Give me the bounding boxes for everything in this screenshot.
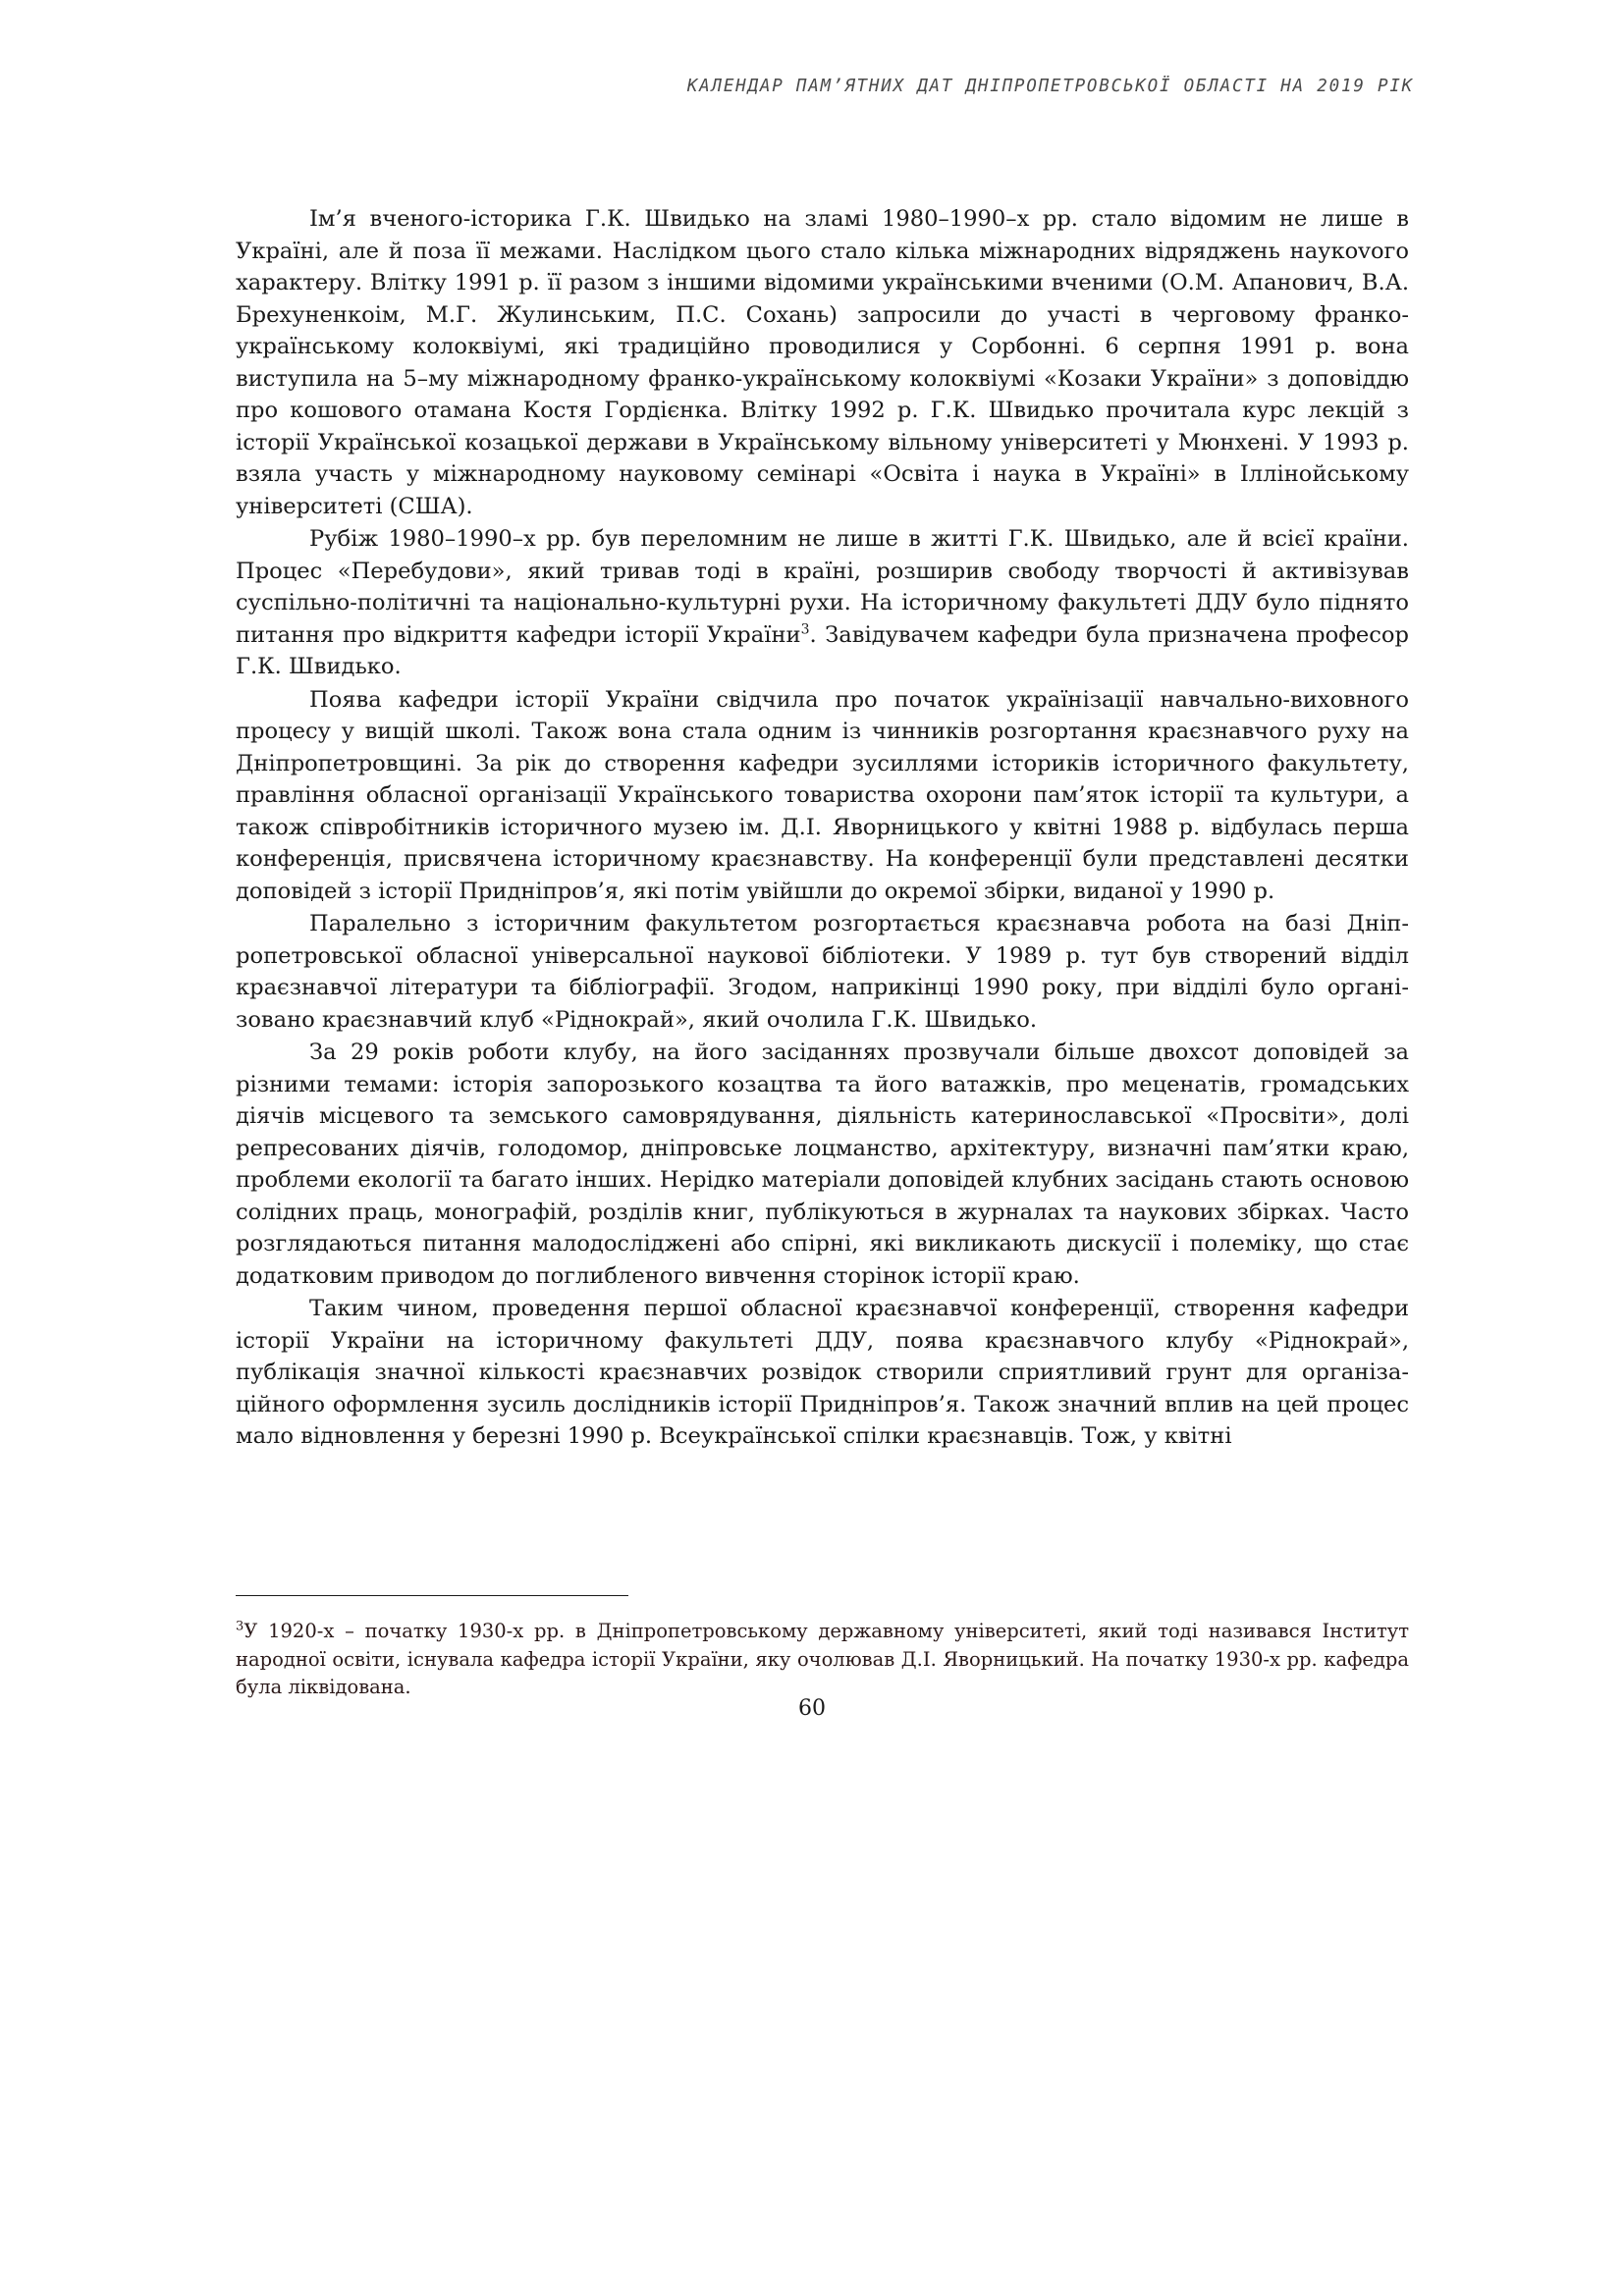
paragraph-2-text-after-ref: . Завідувачем кафедри була призначена професор Г.К. Швидько.	[236, 621, 1409, 679]
page-number: 60	[798, 1696, 826, 1721]
footnote-text: У 1920-х – початку 1930-х рр. в Дніпропетровському державному університеті, який тоді називався Інститут народної освіти, існувала кафедра історії України, яку очолював Д.І. Яворницький. На початку 1930-х рр. кафедра була ліквідована.	[236, 1620, 1409, 1698]
footnote	[236, 1618, 1409, 1702]
running-header: КАЛЕНДАР ПАМ’ЯТНИХ ДАТ ДНІПРОПЕТРОВСЬКОЇ ОБЛАСТІ НА 2019 РІК	[686, 77, 1414, 96]
paragraph-1: Ім’я вченого-історика Г.К. Швидько на зламі 1980–1990–х рр. стало відомим не лише в Україні, але й поза її межами. Наслідком цього стало кілька міжнародних відряджень наукоvого характеру. Влітку 1991 р. її разом з іншими відомими українськими вченими (О.М. Апанович, В.А. Брехуненкоім, М.Г. Жулинським, П.С. Сохань) запросили до участі в черговому франко-українському колоквіумі, які традиційно проводилися у Сорбонні. 6 серпня 1991 р. вона виступила на 5–му міжнародному франко-українському колоквіумі «Козаки України» з доповіддю про кошового отамана Костя Гордієнка. Влітку 1992 р. Г.К. Швидько прочитала курс лекцій з історії Української козацької держави в Українському вільному університеті у Мюнхені. У 1993 р. взяла участь у міжнародному науковому семінарі «Освіта і наука в Україні» в Іллінойському університеті (США).	[236, 206, 1409, 519]
footnote-marker: 3	[236, 1619, 244, 1634]
paragraph-5: За 29 років роботи клубу, на його засіданнях прозвучали більше двохсот доповідей за різними темами: історія запорозького козацтва та його ватажків, про меценатів, громадських діячів місцевого та земського самоврядування, діяльність катеринославської «Просвіти», долі репресованих діячів, голодомор, дніпровське лоцманство, архітектуру, визначні пам’ятки краю, проблеми екології та багато інших. Нерідко матеріали доповідей клубних засідань стають основою солідних праць, монографій, розділів книг, публікуються в журналах та наукових збірках. Часто розглядаються питання малодосліджені або спірні, які викликають дискусії і полеміку, що стає додатковим приводом до поглибленого вивчення сторінок історії краю.	[236, 1040, 1409, 1289]
paragraph-2-text-before-ref: Рубіж 1980–1990–х рр. був переломним не лише в житті Г.К. Швидько, але й всієї країни. Процес «Перебудови», який тривав тоді в країні, розширив свободу творчості й активізував суспільно-політичні та національно-культурні рухи. На історичному факультеті ДДУ було піднято питання про відкриття кафедри історії України	[236, 526, 1409, 648]
paragraph-6: Таким чином, проведення першої обласної краєзнавчої конференції, створення кафедри історії України на історичному факультеті ДДУ, поява краєзнавчого клубу «Ріднокрай», публікація значної кількості краєзнавчих розвідок створили сприятливий грунт для організаційного оформлення зусиль дослідників історії Придніпров’я. Також значний вплив на цей процес мало відновлення у березні 1990 р. Всеукраїнської спілки краєзнавців. Тож, у квітні	[236, 1296, 1409, 1449]
paragraph-2	[236, 523, 1409, 683]
footnote-divider	[236, 1595, 628, 1596]
paragraph-4: Паралельно з історичним факультетом розгортається краєзнавча робота на базі Дніпропетровської обласної універсальної наукової бібліотеки. У 1989 р. тут був створений відділ краєзнавчої літератури та бібліографії. Згодом, наприкінці 1990 року, при відділі було організовано краєзнавчий клуб «Ріднокрай», який очолила Г.К. Швидько.	[236, 911, 1409, 1033]
body-text	[236, 203, 1409, 1453]
paragraph-3: Поява кафедри історії України свідчила про початок українізації навчально-виховного процесу у вищій школі. Також вона стала одним із чинників розгортання краєзнавчого руху на Дніпропетровщині. За рік до створення кафедри зусиллями істориків історичного факультету, правління обласної організації Українського товариства охорони пам’яток історії та культури, а також співробітників історичного музею ім. Д.І. Яворницького у квітні 1988 р. відбулась перша конференція, присвячена історичному краєзнавству. На конференції були представлені десятки доповідей з історії Придніпров’я, які потім увійшли до окремої збірки, виданої у 1990 р.	[236, 686, 1409, 904]
footnote-reference: 3	[800, 620, 810, 637]
